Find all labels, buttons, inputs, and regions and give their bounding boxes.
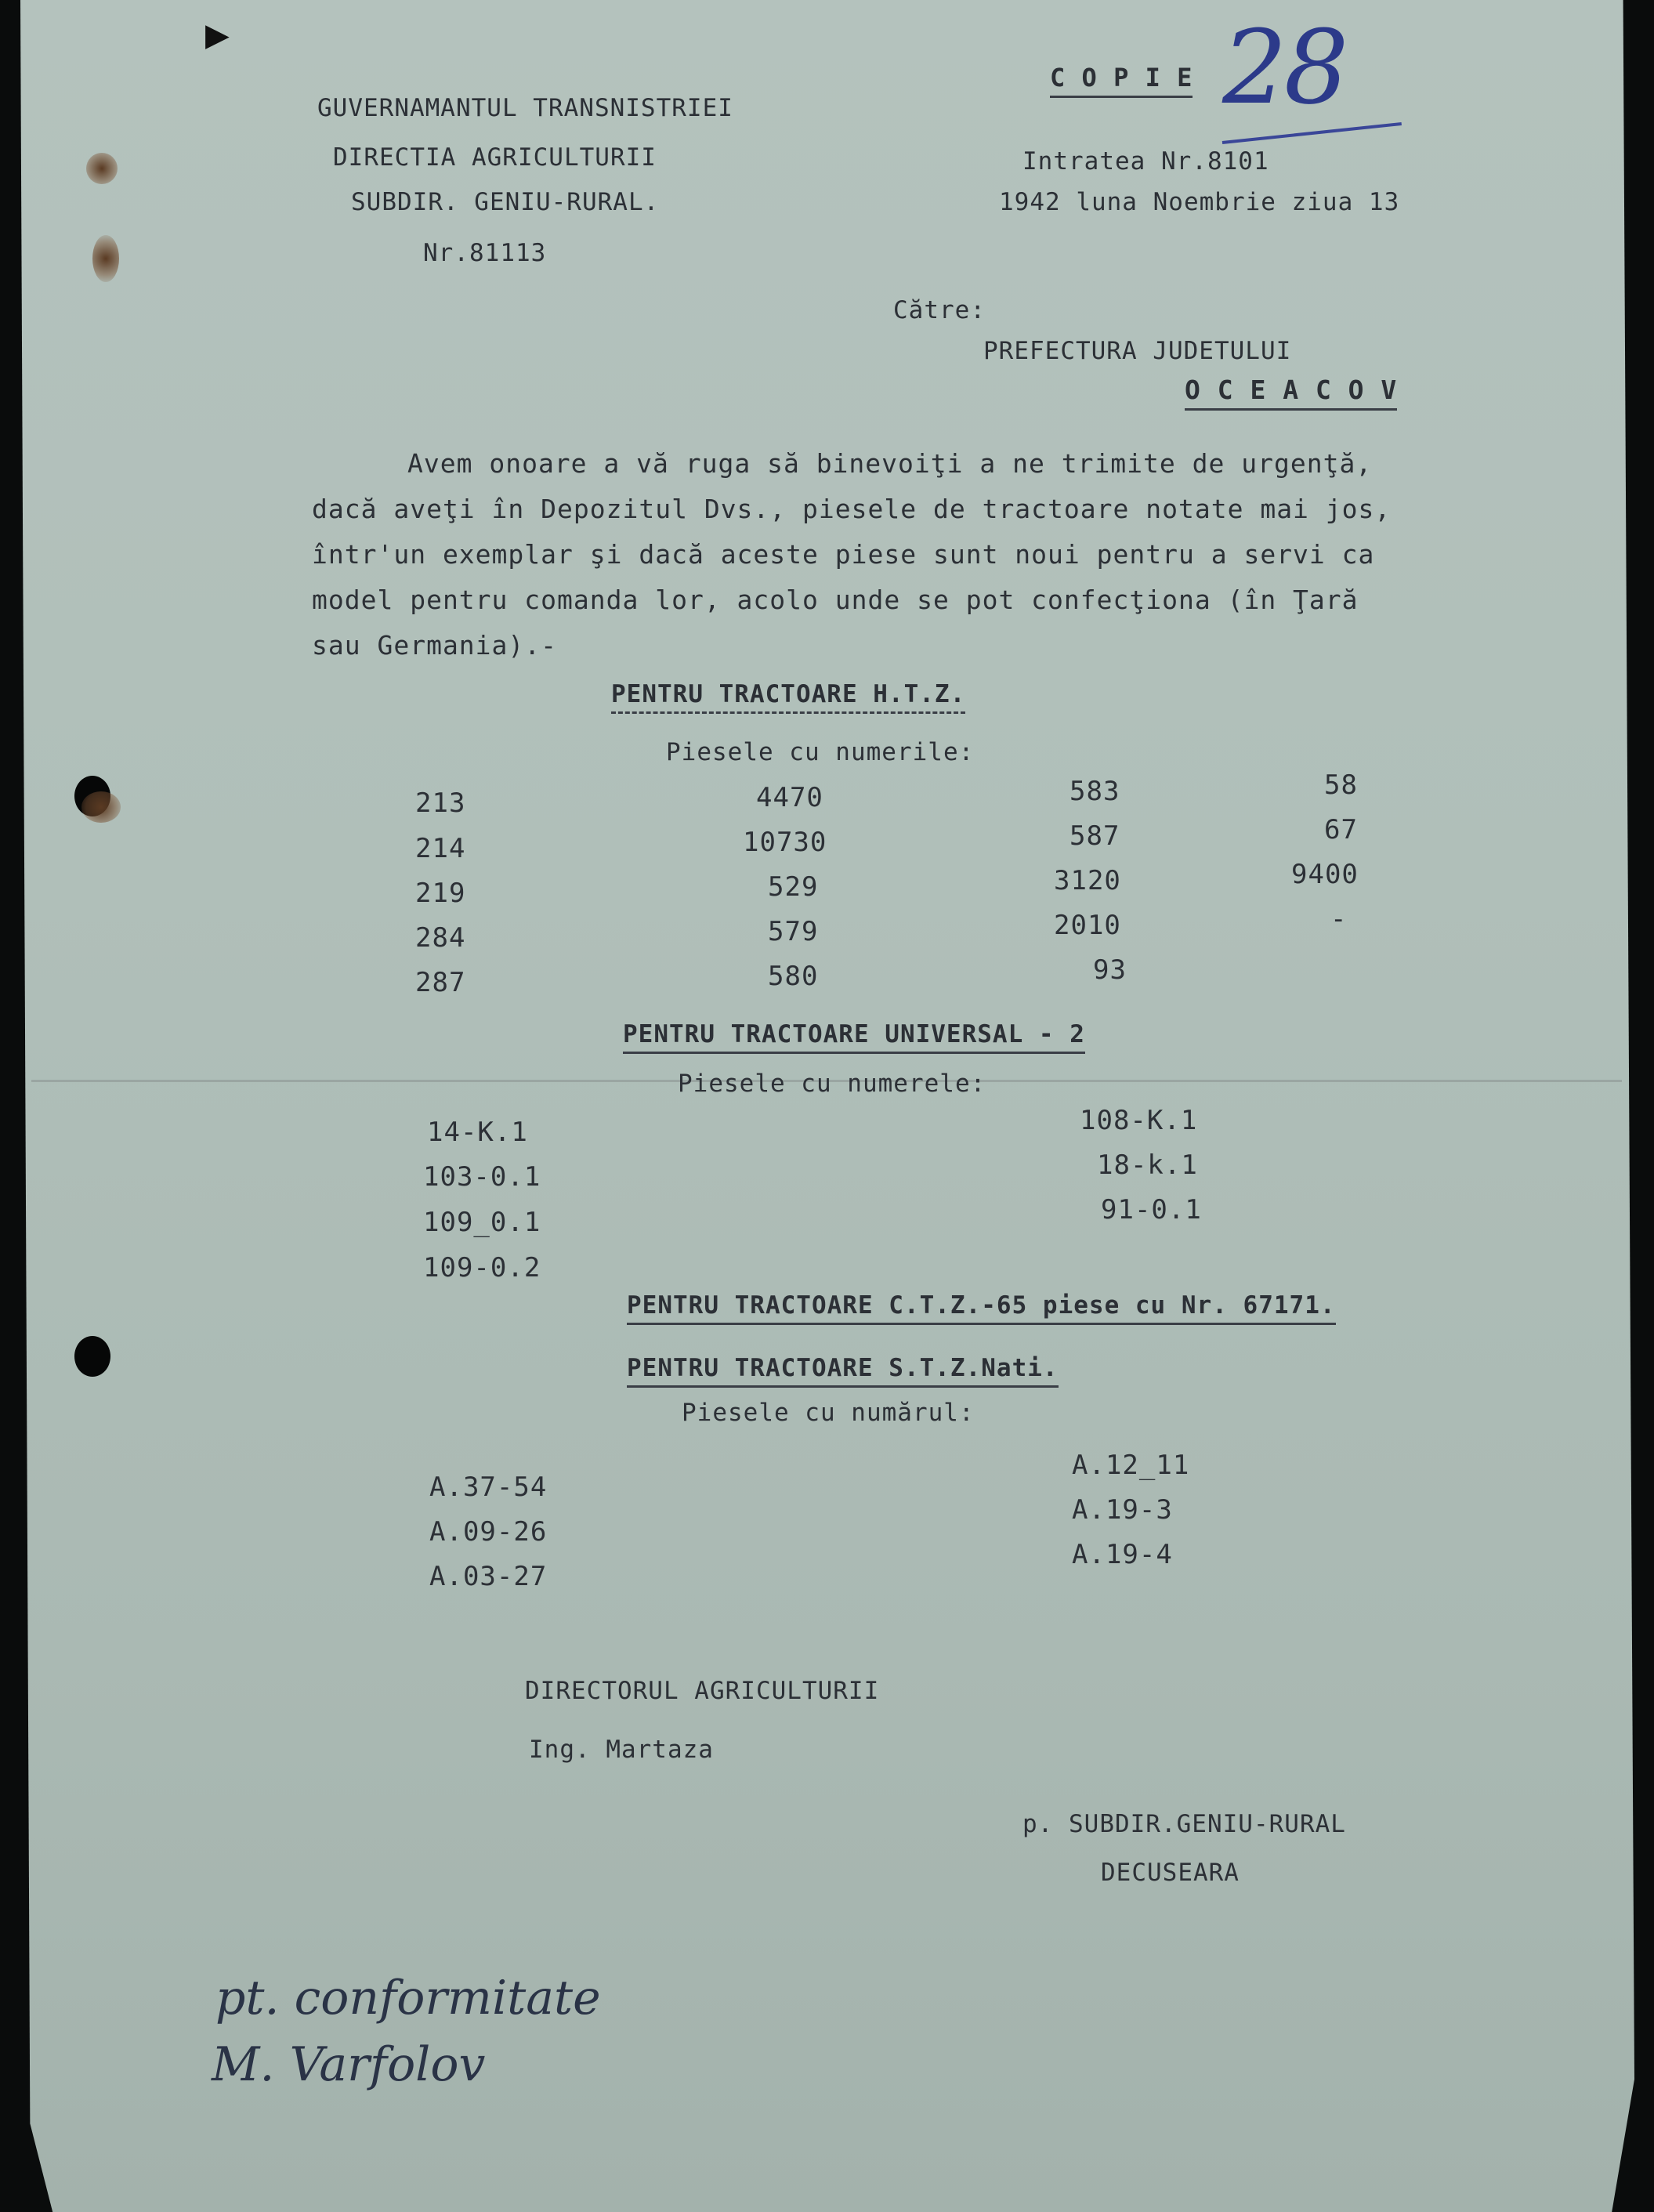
intake-date: 1942 luna Noembrie ziua 13 [999,188,1400,216]
part-number: 18-k.1 [1097,1149,1198,1181]
part-number: A.09-26 [429,1516,548,1548]
director-title: DIRECTORUL AGRICULTURII [525,1677,880,1705]
recipient-office: PREFECTURA JUDETULUI [983,337,1292,365]
subdir-line: p. SUBDIR.GENIU-RURAL [1022,1810,1346,1838]
section-subtitle-stz: Piesele cu numărul: [682,1399,975,1427]
section-title-universal: PENTRU TRACTOARE UNIVERSAL - 2 [623,1020,1085,1054]
rust-stain [92,235,119,282]
part-number: 109_0.1 [423,1207,541,1238]
subdir-name: DECUSEARA [1101,1859,1240,1887]
part-number: 58 [1324,769,1358,801]
org-line-1: GUVERNAMANTUL TRANSNISTRIEI [317,94,733,122]
part-number: 108-K.1 [1080,1105,1198,1136]
part-number: A.19-3 [1072,1494,1173,1526]
part-number: 284 [415,922,466,954]
org-line-2: DIRECTIA AGRICULTURII [333,143,657,172]
part-number: 109-0.2 [423,1252,541,1283]
part-number: A.12_11 [1072,1450,1190,1481]
part-number: 67 [1324,814,1358,845]
document-number: Nr.81113 [423,239,547,267]
rust-stain [81,791,121,823]
part-number: 579 [768,916,819,947]
part-number: 583 [1069,776,1120,807]
part-number: 587 [1069,820,1120,852]
part-number: 93 [1093,954,1127,986]
part-number: 9400 [1291,859,1359,890]
part-number: 14-K.1 [427,1117,528,1148]
paragraph-line-1: Avem onoare a vă ruga să binevoiţi a ne trimite de urgenţă, [407,448,1373,479]
section-title-htz: PENTRU TRACTOARE H.T.Z. [611,680,965,714]
part-number: 10730 [743,827,827,858]
part-number: 103-0.1 [423,1161,541,1193]
recipient-county: O C E A C O V [1185,375,1397,411]
intake-number: Intratea Nr.8101 [1022,147,1269,176]
part-number: 214 [415,833,466,864]
part-number: 287 [415,967,466,998]
handwritten-note-line-2: M. Varfolov [212,2037,486,2092]
section-title-stz: PENTRU TRACTOARE S.T.Z.Nati. [627,1354,1059,1388]
part-number: 2010 [1054,910,1121,941]
director-name: Ing. Martaza [529,1736,714,1764]
part-number: 580 [768,961,819,992]
part-number: 4470 [756,782,823,813]
paragraph-line-5: sau Germania).- [312,630,558,661]
part-number: A.03-27 [429,1561,548,1592]
section-title-ctz: PENTRU TRACTOARE C.T.Z.-65 piese cu Nr. 67171. [627,1291,1336,1325]
part-number: 3120 [1054,865,1121,896]
org-line-3: SUBDIR. GENIU-RURAL. [351,188,660,216]
paragraph-line-2: dacă aveţi în Depozitul Dvs., piesele de tractoare notate mai jos, [312,494,1392,524]
corner-arrow-icon: ▶ [205,17,230,53]
section-subtitle-htz: Piesele cu numerile: [666,738,975,766]
part-number: 219 [415,878,466,909]
paragraph-line-3: într'un exemplar şi dacă aceste piese sunt noui pentru a servi ca [312,539,1375,570]
handwritten-note-line-1: pt. conformitate [215,1971,601,2026]
rust-stain [86,153,118,184]
part-number: 91-0.1 [1101,1194,1202,1225]
part-number: A.37-54 [429,1472,548,1503]
punch-hole-bottom [74,1336,110,1377]
document-paper [20,0,1634,2212]
part-number: - [1330,903,1348,935]
section-subtitle-universal: Piesele cu numerele: [678,1070,986,1098]
to-label: Către: [893,296,986,324]
paragraph-line-4: model pentru comanda lor, acolo unde se pot confecţiona (în Ţară [312,585,1359,615]
copy-label: C O P I E [1050,63,1193,98]
handwritten-number: 28 [1222,8,1346,127]
part-number: 529 [768,871,819,903]
part-number: A.19-4 [1072,1539,1173,1570]
part-number: 213 [415,787,466,819]
